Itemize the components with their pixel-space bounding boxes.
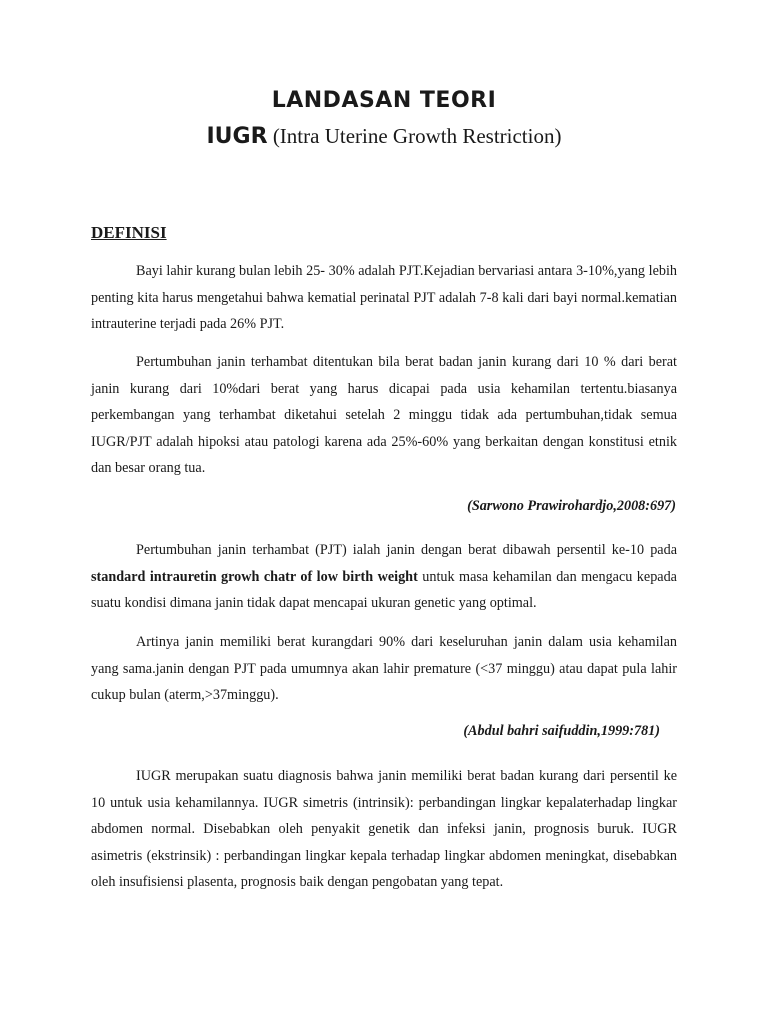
paragraph-3-text-a: Pertumbuhan janin terhambat (PJT) ialah janin dengan berat dibawah persentil ke-10 pada <box>136 542 677 558</box>
citation-1: (Sarwono Prawirohardjo,2008:697) <box>467 498 676 514</box>
document-subtitle <box>0 124 768 149</box>
paragraph-4: Artinya janin memiliki berat kurangdari 90% dari keseluruhan janin dalam usia kehamilan yang sama.janin dengan PJT pada umumnya akan lahir premature (<37 minggu) atau dapat pula lahir cukup bulan (aterm,>37minggu). <box>91 634 677 703</box>
document-title: LANDASAN TEORI <box>271 88 497 113</box>
subtitle-code: IUGR <box>206 124 268 149</box>
subtitle-rest: (Intra Uterine Growth Restriction) <box>272 124 562 148</box>
paragraph-3-bold: standard intrauretin growh chatr of low birth weight <box>91 568 418 585</box>
paragraph-5: IUGR merupakan suatu diagnosis bahwa janin memiliki berat badan kurang dari persentil ke 10 untuk usia kehamilannya. IUGR simetris (intrinsik): perbandingan lingkar kepalaterhadap lingkar abdomen normal. Disebabkan oleh penyakit genetik dan infeksi janin, prognosis buruk. IUGR asimetris (ekstrinsik) : perbandingan lingkar kepala terhadap lingkar abdomen meningkat, disebabkan oleh insufisiensi plasenta, prognosis baik dengan pengobatan yang tepat. <box>91 768 677 890</box>
citation-2: (Abdul bahri saifuddin,1999:781) <box>463 723 660 739</box>
paragraph-3 <box>91 537 677 617</box>
section-heading: DEFINISI <box>91 223 167 242</box>
paragraph-2: Pertumbuhan janin terhambat ditentukan bila berat badan janin kurang dari 10 % dari berat janin kurang dari 10%dari berat yang harus dicapai pada usia kehamilan tertentu.biasanya perkembangan yang terhambat diketahui setelah 2 minggu tidak ada pertumbuhan,tidak semua IUGR/PJT adalah hipoksi atau patologi karena ada 25%-60% yang berkaitan dengan konstitusi etnik dan besar orang tua. <box>91 354 677 476</box>
paragraph-1: Bayi lahir kurang bulan lebih 25- 30% adalah PJT.Kejadian bervariasi antara 3-10%,yang lebih penting kita harus mengetahui bahwa kematial perinatal PJT adalah 7-8 kali dari bayi normal.kematian intrauterine terjadi pada 26% PJT. <box>91 263 677 332</box>
paragraph-3-text-b: untuk masa kehamilan dan mengacu kepada suatu kondisi dimana janin tidak dapat mencapai ukuran genetic yang optimal. <box>91 568 677 611</box>
